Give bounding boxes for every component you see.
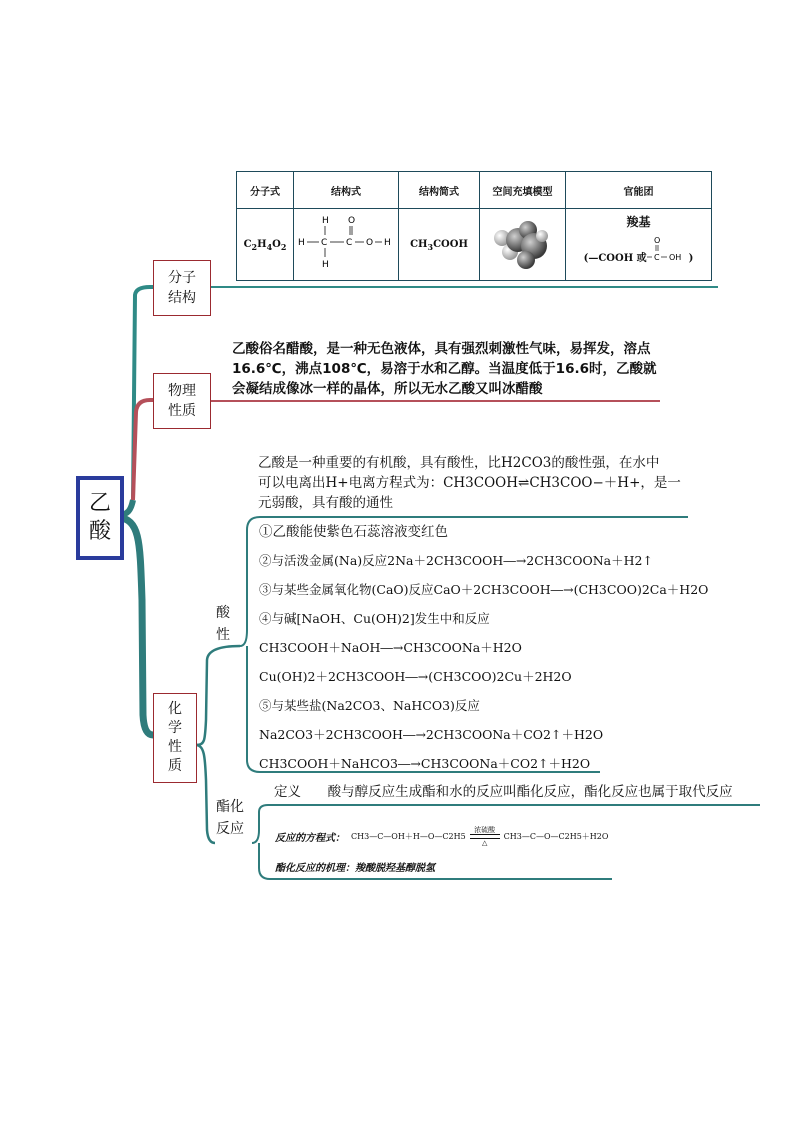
svg-text:C: C: [321, 238, 328, 248]
root-node-acetic-acid: [76, 476, 124, 560]
physical-branch-line: [133, 400, 153, 500]
svg-text:O: O: [653, 236, 660, 245]
ester-equation: [275, 826, 608, 847]
svg-text:H: H: [384, 238, 391, 248]
acidity-item-8: Na2CO3＋2CH3COOH―→2CH3COONa＋CO2↑＋H2O: [259, 727, 604, 742]
ester-catalyst: 浓硫酸: [474, 826, 496, 834]
ester-mechanism: 酯化反应的机理：羧酸脱羟基醇脱氢: [275, 863, 435, 874]
acidity-item-9: CH3COOH＋NaHCO3―→CH3COONa＋CO2↑＋H2O: [259, 756, 591, 771]
esterification-node: [216, 796, 244, 840]
acidity-item-3: ③与某些金属氧化物(CaO)反应CaO＋2CH3COOH―→(CH3COO)2Ca＋H2O: [259, 582, 709, 597]
chem-sub-line: [196, 646, 240, 745]
molecular-label-2: 结构: [168, 290, 196, 306]
molecular-structure-table: [236, 171, 712, 281]
structural-formula-drawing: [296, 212, 396, 274]
chemical-label-1: 化: [168, 701, 182, 717]
svg-text:C: C: [653, 253, 660, 262]
header-condensed: 结构简式: [399, 172, 480, 209]
physical-label-1: 物理: [168, 383, 196, 399]
chemical-label-4: 质: [168, 758, 182, 774]
header-structural: 结构式: [294, 172, 399, 209]
molecular-structure-node: [153, 260, 211, 316]
chemical-intro-line-2: 可以电离出H+电离方程式为：CH3COOH⇌CH3COO−＋H+，是一: [258, 475, 681, 491]
cell-functional-group: [566, 209, 712, 281]
svg-text:OH: OH: [668, 253, 681, 262]
acidity-item-5: CH3COOH＋NaOH―→CH3COONa＋H2O: [259, 640, 522, 655]
acidity-label-2: 性: [216, 627, 230, 643]
cell-structural-formula: [294, 209, 399, 281]
chemical-property-node: [153, 693, 197, 783]
svg-text:O: O: [366, 238, 374, 248]
carboxyl-group-drawing: [647, 234, 689, 264]
acidity-item-2: ②与活泼金属(Na)反应2Na＋2CH3COOH―→2CH3COONa＋H2↑: [259, 553, 653, 568]
svg-text:H: H: [322, 260, 329, 270]
svg-text:O: O: [348, 216, 356, 226]
chem-sub-line-2: [196, 745, 215, 843]
acidity-label-1: 酸: [216, 605, 230, 621]
table-header-row: [237, 172, 712, 209]
ester-equation-label: 反应的方程式：: [275, 833, 345, 844]
ester-equation-left: CH3—C—OH＋H—O—C2H5: [351, 832, 466, 841]
cell-condensed-formula: $CH_3COOH$: [399, 209, 480, 281]
acidity-node: [216, 602, 230, 646]
table-data-row: [237, 209, 712, 281]
ester-label-1: 酯化: [216, 799, 244, 815]
chemical-label-3: 性: [168, 739, 182, 755]
chemical-intro-line-1: 乙酸是一种重要的有机酸，具有酸性，比H2CO3的酸性强，在水中: [258, 455, 660, 471]
svg-text:H: H: [322, 216, 329, 226]
ester-definition: [274, 782, 733, 802]
header-space-filling: 空间充填模型: [480, 172, 566, 209]
svg-text:C: C: [346, 238, 353, 248]
physical-label-2: 性质: [168, 403, 196, 419]
functional-group-formula: [566, 234, 711, 264]
header-formula: 分子式: [237, 172, 294, 209]
acidity-item-7: ⑤与某些盐(Na2CO3、NaHCO3)反应: [259, 698, 480, 713]
functional-group-close: ): [688, 253, 694, 264]
chemical-intro-line-3: 元弱酸，具有酸的通性: [258, 495, 393, 511]
acidity-item-list: [259, 522, 708, 783]
acidity-item-6: Cu(OH)2＋2CH3COOH―→(CH3COO)2Cu＋2H2O: [259, 669, 572, 684]
root-label-2: 酸: [88, 519, 111, 544]
cell-space-filling-model: [480, 209, 566, 281]
cell-formula: $C_2H_4O_2$: [237, 209, 294, 281]
molecular-label-1: 分子: [168, 270, 196, 286]
svg-text:H: H: [298, 238, 305, 248]
chemical-label-2: 学: [168, 720, 182, 736]
functional-group-name: 羧基: [626, 215, 651, 229]
header-functional-group: 官能团: [566, 172, 712, 209]
physical-properties-text: 乙酸俗名醋酸，是一种无色液体，具有强烈刺激性气味，易挥发，溶点16.6℃，沸点108℃，易溶于水和乙醇。当温度低于16.6时，乙酸就会凝结成像冰一样的晶体，所以无水乙酸又叫冰醋酸: [232, 341, 657, 397]
ester-equation-right: CH3—C—O—C2H5＋H2O: [503, 832, 609, 841]
ester-label-2: 反应: [216, 821, 244, 837]
functional-group-text: (—COOH 或: [583, 253, 647, 264]
ester-equation-arrow: [470, 826, 500, 847]
physical-property-node: [153, 373, 211, 429]
root-label-1: 乙: [88, 491, 111, 516]
ester-definition-text: 酸与醇反应生成酯和水的反应叫酯化反应，酯化反应也属于取代反应: [327, 784, 733, 800]
acidity-item-4: ④与碱[NaOH、Cu(OH)2]发生中和反应: [259, 611, 490, 626]
chemical-intro-text: [258, 453, 698, 513]
space-filling-model-icon: [488, 212, 558, 274]
acidity-item-1: ①乙酸能使紫色石蕊溶液变红色: [259, 524, 448, 540]
ester-definition-label: 定义: [274, 784, 301, 800]
ester-heat: △: [481, 839, 488, 847]
